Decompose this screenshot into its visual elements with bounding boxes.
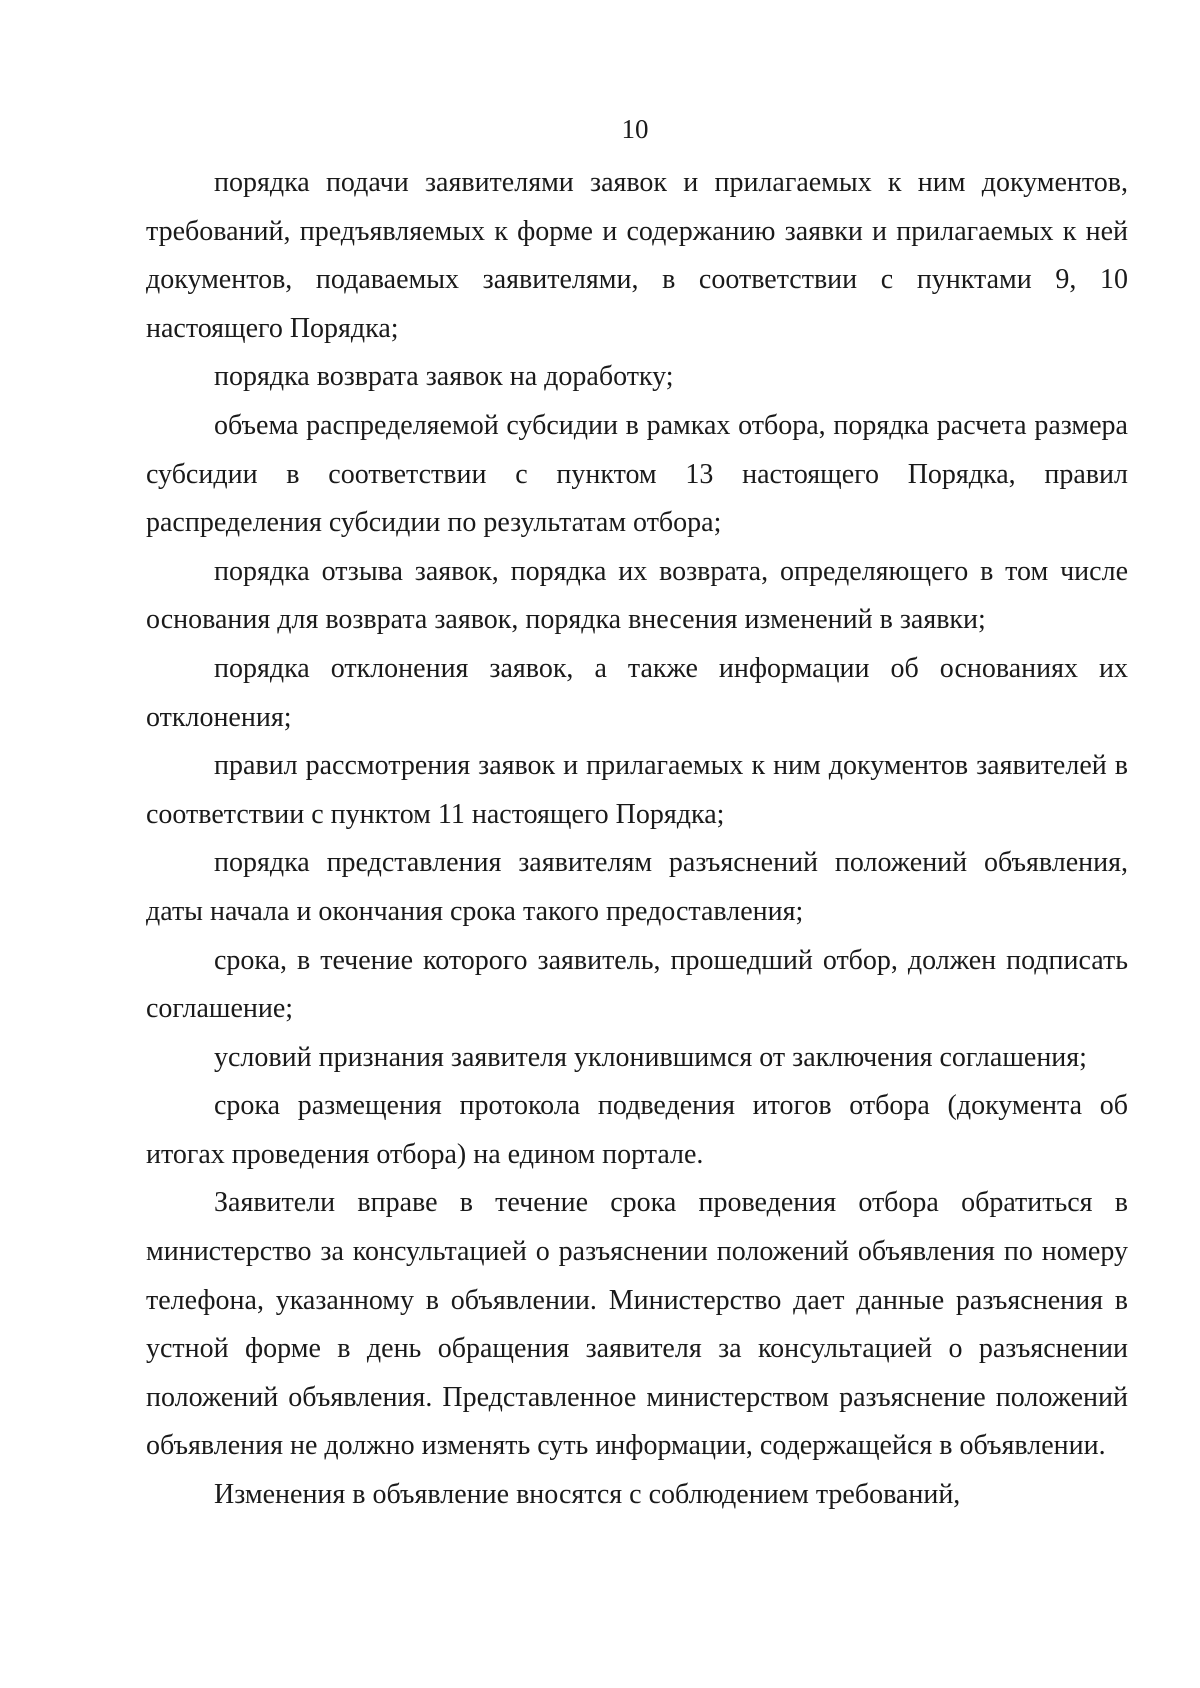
paragraph-withdrawal-procedure: порядка отзыва заявок, порядка их возврата, определяющего в том числе основания для возврата заявок, порядка внесения изменений в заявки; [146,555,1128,636]
document-body [146,159,1128,1520]
page-number: 10 [621,114,649,144]
paragraph-consultation: Заявители вправе в течение срока проведения отбора обратиться в министерство за консультацией о разъяснении положений объявления по номеру телефона, указанному в объявлении. Министерство дает данные разъяснения в устной форме в день обращения заявителя за консультацией о разъяснении положений объявления. Представленное министерством разъяснение положений объявления не должно изменять суть информации, содержащейся в объявлении. [146,1187,1128,1462]
paragraph-subsidy-volume: объема распределяемой субсидии в рамках отбора, порядка расчета размера субсидии в соответствии с пунктом 13 настоящего Порядка, правил распределения субсидии по результатам отбора; [146,409,1128,539]
paragraph-evasion-conditions: условий признания заявителя уклонившимся от заключения соглашения; [214,1041,1087,1073]
paragraph-clarifications-procedure: порядка представления заявителям разъяснений положений объявления, даты начала и окончания срока такого предоставления; [146,847,1128,927]
paragraph-return-for-revision: порядка возврата заявок на доработку; [214,361,674,393]
paragraph-protocol-deadline: срока размещения протокола подведения итогов отбора (документа об итогах проведения отбора) на едином портале. [146,1090,1128,1170]
paragraph-rejection-procedure: порядка отклонения заявок, а также информации об основаниях их отклонения; [146,652,1128,733]
paragraph-amendments: Изменения в объявление вносятся с соблюдением требований, [214,1479,961,1511]
paragraph-review-rules: правил рассмотрения заявок и прилагаемых к ним документов заявителей в соответствии с пунктом 11 настоящего Порядка; [146,750,1128,830]
paragraph-submission-procedure: порядка подачи заявителями заявок и прилагаемых к ним документов, требований, предъявляемых к форме и содержанию заявки и прилагаемых к ней документов, подаваемых заявителями, в соответствии с пунктами 9, 10 настоящего Порядка; [146,167,1128,344]
paragraph-agreement-deadline: срока, в течение которого заявитель, прошедший отбор, должен подписать соглашение; [146,944,1128,1025]
